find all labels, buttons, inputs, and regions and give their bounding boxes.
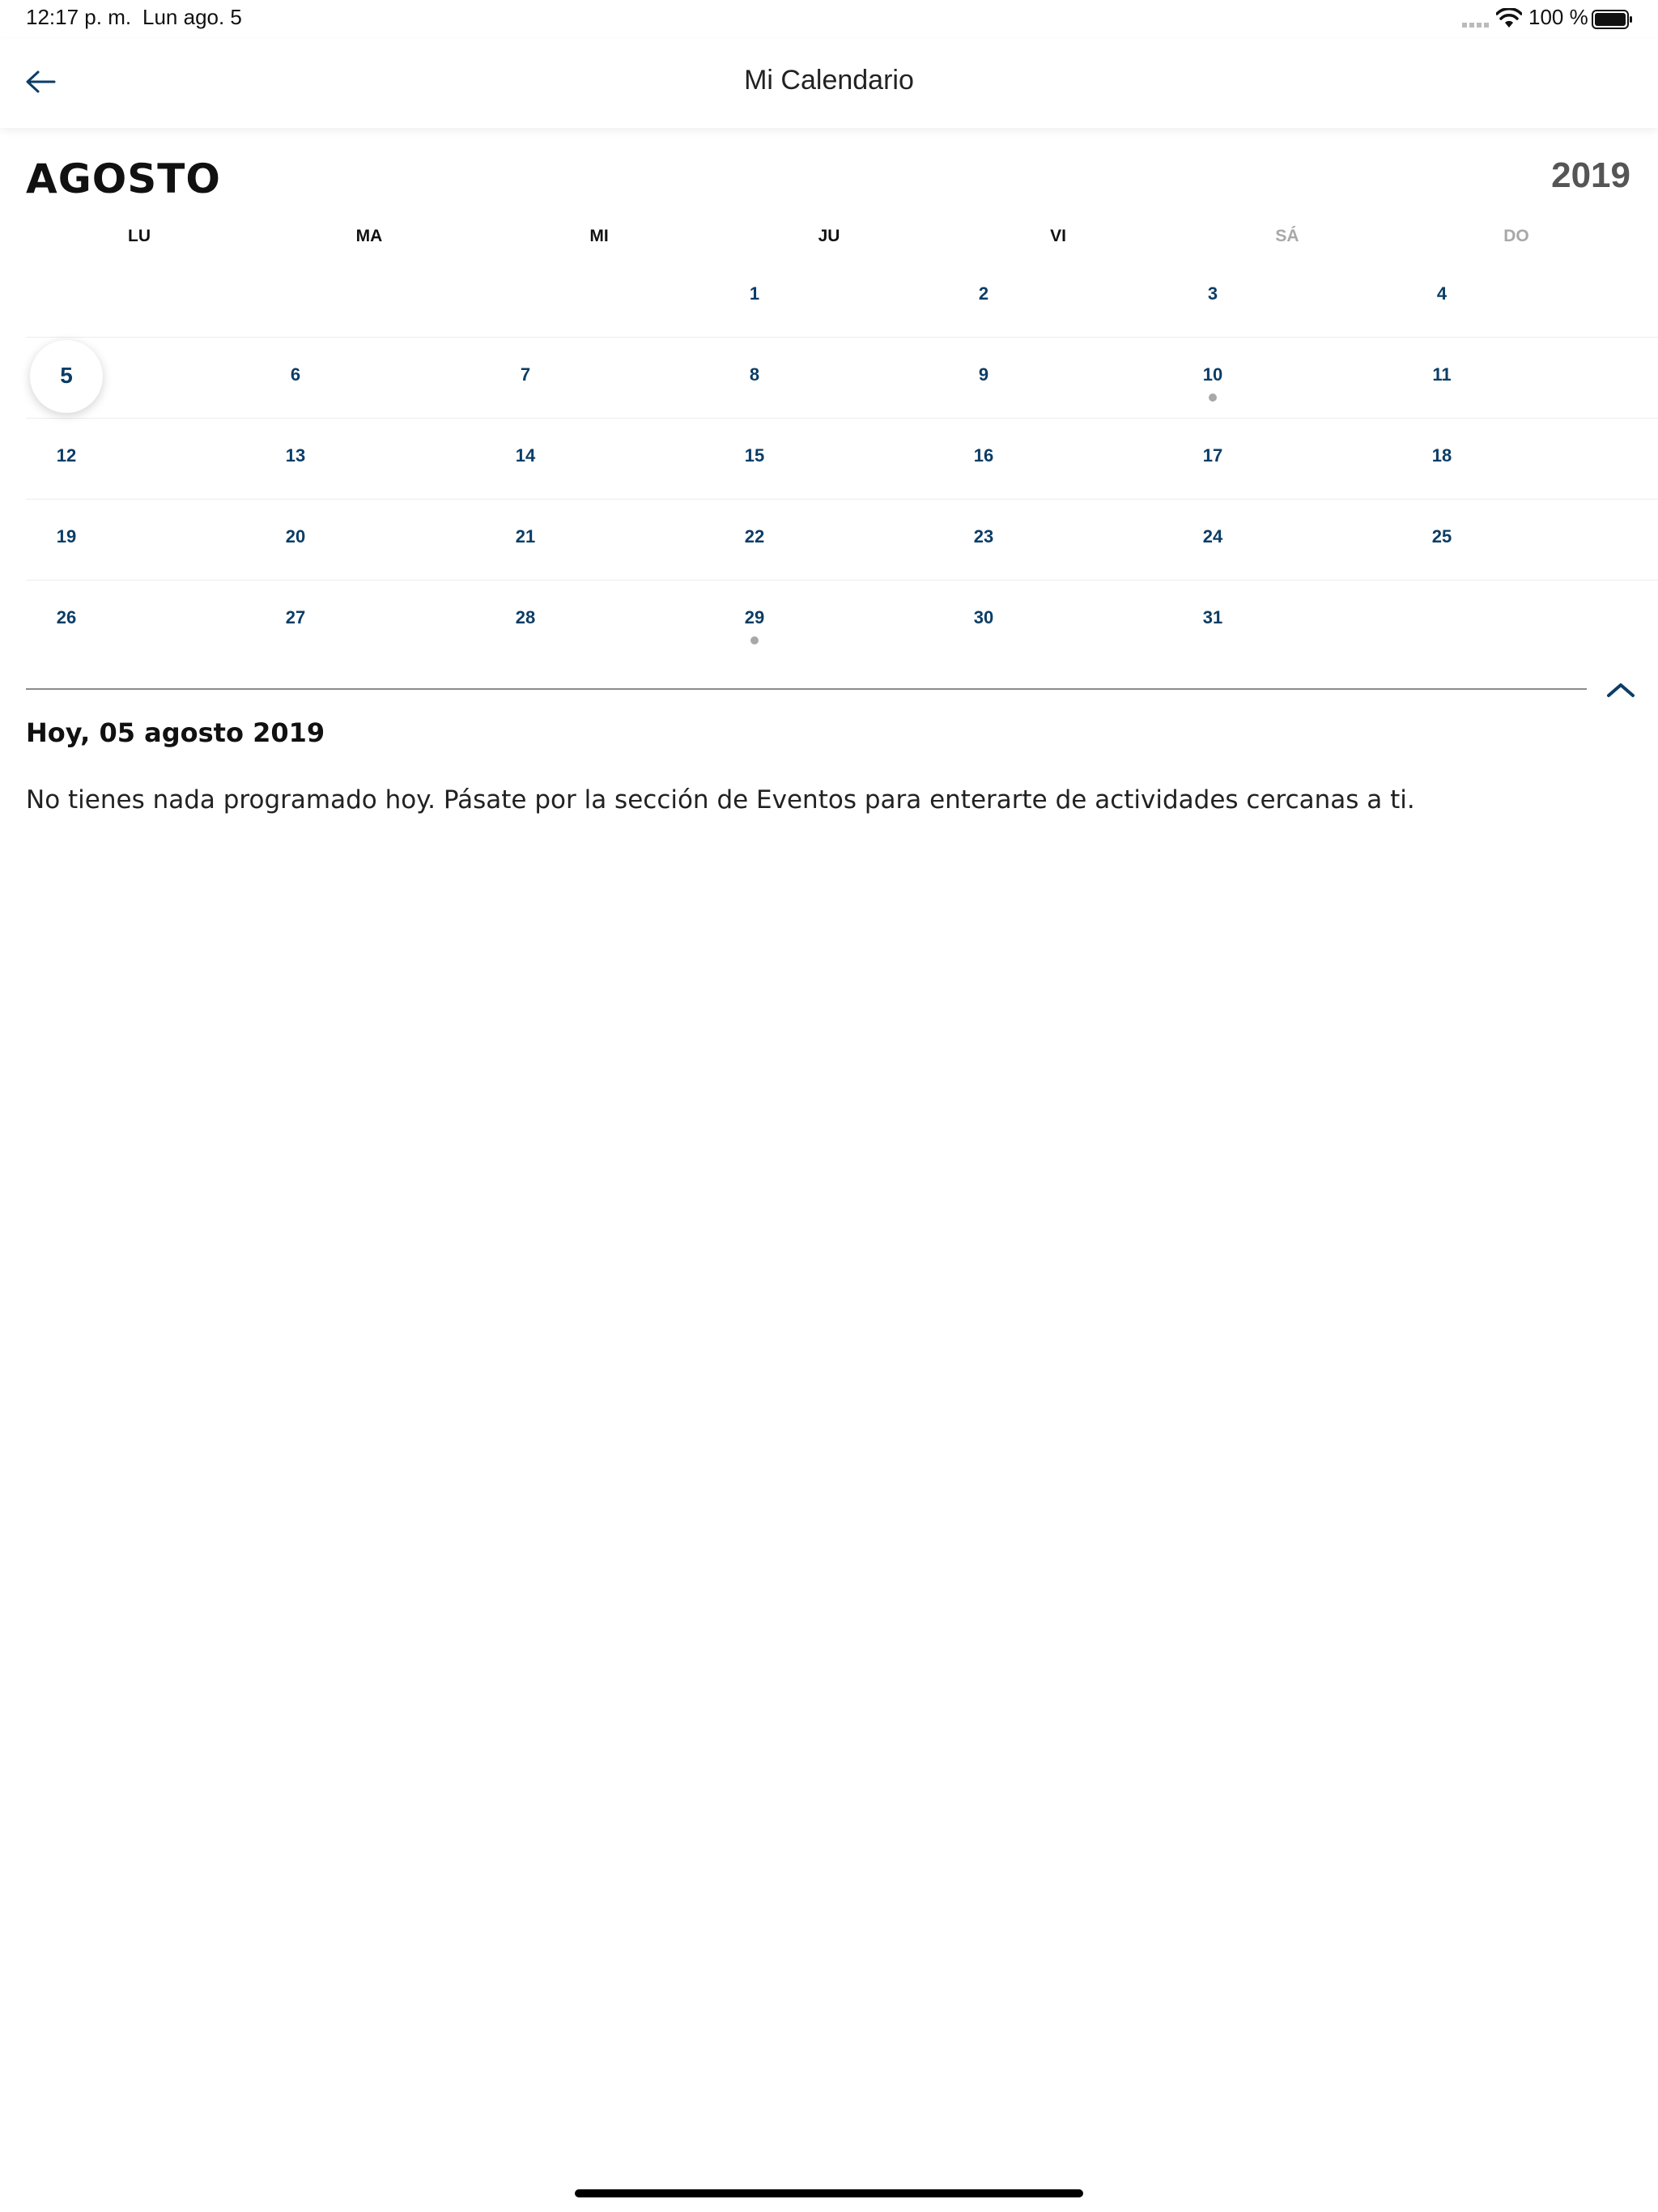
week-row: [26, 580, 1658, 661]
week-row: [26, 499, 1658, 581]
day-cell[interactable]: [259, 580, 332, 661]
day-number: 18: [1431, 445, 1452, 466]
day-cell[interactable]: [1405, 418, 1478, 499]
day-cell[interactable]: [489, 499, 562, 580]
day-number: 8: [749, 364, 760, 385]
week-row: [26, 256, 1658, 338]
event-indicator-dot: [1209, 393, 1217, 402]
day-number: 1: [749, 283, 760, 304]
day-number: 6: [290, 364, 301, 385]
collapse-calendar-button[interactable]: [1603, 675, 1639, 704]
day-cell[interactable]: [1176, 256, 1249, 337]
day-cell[interactable]: [947, 337, 1020, 418]
day-cell[interactable]: [718, 499, 791, 580]
day-cell[interactable]: [947, 580, 1020, 661]
day-number: 5: [60, 363, 73, 388]
page-title: Mi Calendario: [744, 65, 914, 96]
day-cell[interactable]: [1176, 418, 1249, 499]
day-cell[interactable]: [1176, 580, 1249, 661]
day-number: 17: [1202, 445, 1223, 466]
day-number: 31: [1202, 607, 1223, 627]
day-number: 23: [973, 526, 994, 547]
day-cell[interactable]: [1405, 337, 1478, 418]
day-number: 21: [515, 526, 536, 547]
day-number: 26: [56, 607, 77, 627]
day-number: 22: [744, 526, 765, 547]
empty-schedule-message: No tienes nada programado hoy. Pásate por la sección de Eventos para enterarte de actividades cercanas a ti.: [26, 785, 1415, 815]
day-number: 13: [285, 445, 306, 466]
day-cell[interactable]: [1176, 499, 1249, 580]
status-bar: [0, 0, 1658, 39]
day-number: 20: [285, 526, 306, 547]
calendar-grid: [26, 256, 1658, 661]
day-number: 11: [1432, 364, 1452, 385]
home-indicator[interactable]: [575, 2189, 1083, 2197]
selected-day-heading: Hoy, 05 agosto 2019: [26, 717, 325, 748]
day-cell[interactable]: [30, 337, 103, 418]
day-number: 19: [56, 526, 77, 547]
day-cell[interactable]: [30, 580, 103, 661]
day-number: 15: [744, 445, 765, 466]
day-cell[interactable]: [947, 499, 1020, 580]
day-number: 7: [520, 364, 531, 385]
day-cell[interactable]: [489, 418, 562, 499]
day-number: 30: [973, 607, 994, 627]
day-cell[interactable]: [489, 580, 562, 661]
weekday-label: SÁ: [1275, 227, 1299, 245]
weekday-label: DO: [1503, 227, 1529, 245]
weekday-label: VI: [1050, 227, 1066, 245]
day-number: 24: [1202, 526, 1223, 547]
day-number: 29: [744, 607, 765, 627]
day-number: 10: [1202, 364, 1223, 385]
day-number: 9: [978, 364, 989, 385]
day-cell[interactable]: [718, 337, 791, 418]
day-number: 28: [515, 607, 536, 627]
weekday-header: [26, 227, 1632, 251]
weekday-label: MA: [355, 227, 383, 245]
status-date: Lun ago. 5: [142, 5, 242, 29]
day-number: 2: [978, 283, 989, 304]
day-number: 27: [285, 607, 306, 627]
event-indicator-dot: [750, 636, 759, 644]
day-cell[interactable]: [1405, 256, 1478, 337]
day-cell[interactable]: [259, 499, 332, 580]
weekday-label: LU: [128, 227, 151, 245]
day-number: 25: [1431, 526, 1452, 547]
day-cell[interactable]: [30, 499, 103, 580]
week-row: [26, 337, 1658, 419]
day-cell[interactable]: [259, 418, 332, 499]
day-cell[interactable]: [30, 418, 103, 499]
day-number: 14: [515, 445, 536, 466]
wifi-icon: [1496, 8, 1522, 29]
day-cell[interactable]: [259, 337, 332, 418]
day-cell[interactable]: [489, 337, 562, 418]
weekday-label: MI: [589, 227, 609, 245]
day-cell[interactable]: [718, 256, 791, 337]
day-cell[interactable]: [1176, 337, 1249, 418]
day-number: 12: [56, 445, 77, 466]
day-number: 3: [1207, 283, 1218, 304]
day-cell[interactable]: [718, 580, 791, 661]
day-number: 16: [973, 445, 994, 466]
day-cell[interactable]: [718, 418, 791, 499]
status-time: 12:17 p. m.: [26, 5, 132, 29]
day-number: 4: [1436, 283, 1448, 304]
year-title: 2019: [1551, 155, 1630, 195]
battery-icon: [1592, 9, 1634, 30]
battery-percentage: 100 %: [1528, 5, 1588, 29]
cellular-signal-icon: [1462, 21, 1490, 28]
weekday-label: JU: [818, 227, 840, 245]
calendar-divider: [26, 688, 1587, 690]
day-cell[interactable]: [947, 418, 1020, 499]
week-row: [26, 418, 1658, 500]
month-title: AGOSTO: [26, 155, 221, 202]
chevron-up-icon: [1606, 681, 1635, 699]
navigation-header: [0, 39, 1658, 128]
day-cell[interactable]: [947, 256, 1020, 337]
day-cell[interactable]: [1405, 499, 1478, 580]
